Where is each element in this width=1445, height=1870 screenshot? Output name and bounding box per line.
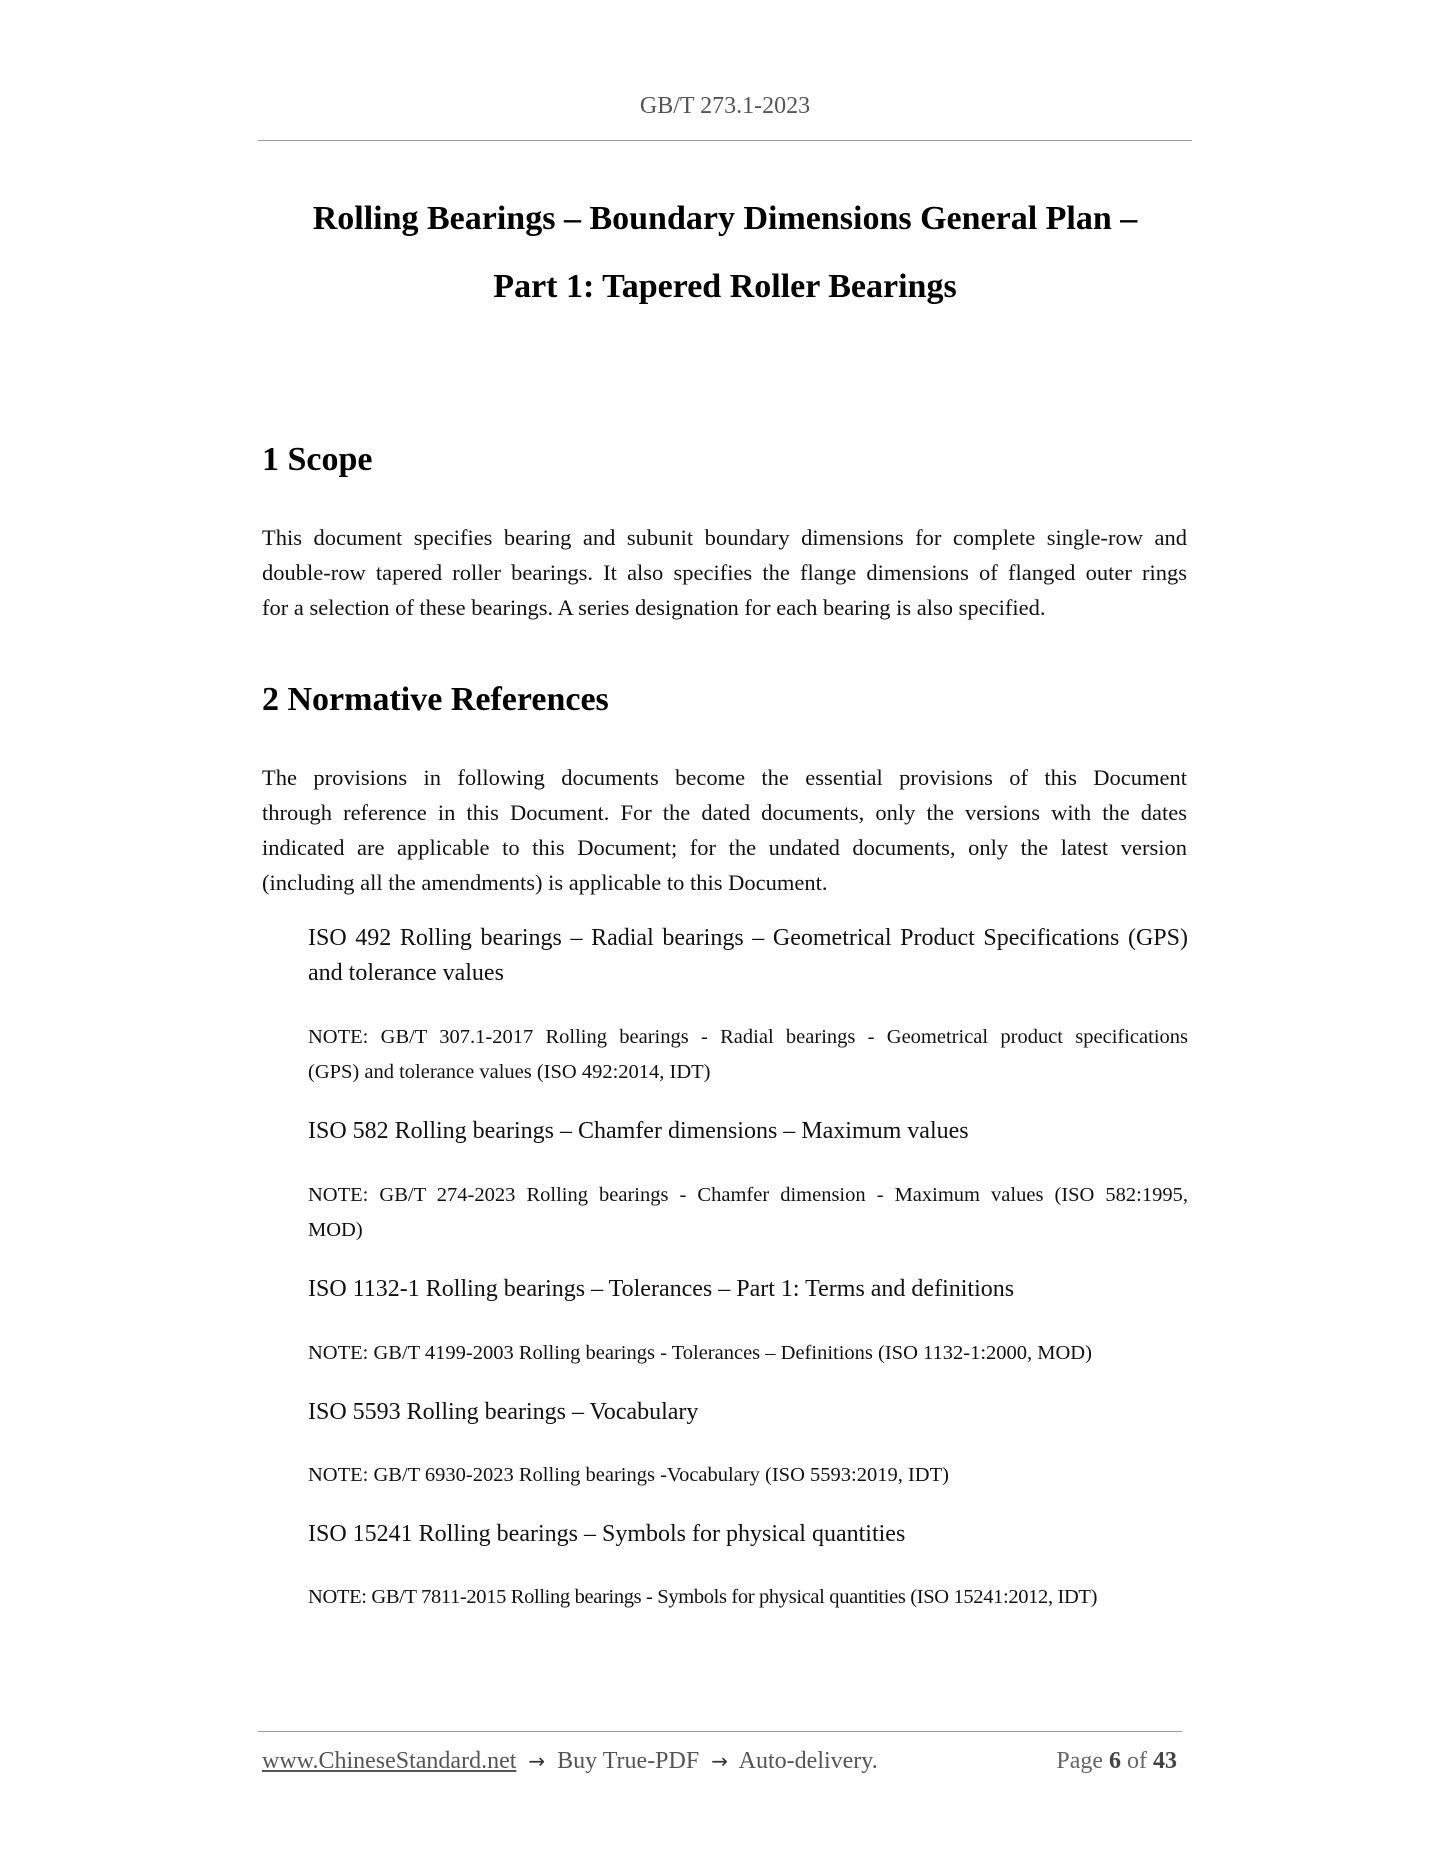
footer-step-delivery: Auto-delivery. (738, 1748, 878, 1774)
page-total: 43 (1153, 1748, 1177, 1774)
paragraph-line: The provisions in following documents become the essential provisions of this Document (262, 765, 1187, 790)
footer-divider (258, 1731, 1182, 1732)
note-gbt-307-1 (308, 1020, 1188, 1090)
arrow-right-icon: → (528, 1749, 546, 1773)
section-heading-scope: 1 Scope (262, 441, 373, 478)
note-gbt-274 (308, 1178, 1188, 1248)
paragraph-line: double-row tapered roller bearings. It also specifies the flange dimensions of flanged outer rings (262, 560, 1187, 585)
reference-line: ISO 1132-1 Rolling bearings – Tolerances – Part 1: Terms and definitions (308, 1276, 1015, 1302)
document-title-line-2: Part 1: Tapered Roller Bearings (493, 268, 957, 305)
paragraph-line: (including all the amendments) is applicable to this Document. (262, 870, 828, 895)
note-gbt-6930 (308, 1458, 1188, 1493)
footer-promo (262, 1748, 878, 1775)
arrow-right-icon: → (711, 1749, 728, 1773)
page-counter (1056, 1748, 1177, 1775)
reference-line: ISO 582 Rolling bearings – Chamfer dimensions – Maximum values (308, 1118, 969, 1144)
normative-paragraph (262, 760, 1187, 900)
note-line: MOD) (308, 1219, 363, 1241)
reference-line: and tolerance values (308, 960, 504, 986)
paragraph-line: This document specifies bearing and subunit boundary dimensions for complete single-row and (262, 525, 1187, 550)
section-heading-normative-references: 2 Normative References (262, 681, 609, 718)
scope-paragraph (262, 520, 1187, 625)
reference-line: ISO 492 Rolling bearings – Radial bearings – Geometrical Product Specifications (GPS) (308, 925, 1188, 951)
page-current: 6 (1109, 1748, 1121, 1774)
note-gbt-4199 (308, 1336, 1188, 1371)
note-line: NOTE: GB/T 7811-2015 Rolling bearings - Symbols for physical quantities (ISO 15241:2012, IDT) (308, 1586, 1098, 1608)
page-of: of (1127, 1748, 1147, 1774)
header-divider (258, 140, 1192, 141)
note-line: NOTE: GB/T 307.1-2017 Rolling bearings - Radial bearings - Geometrical product specifications (308, 1026, 1188, 1048)
page-label: Page (1056, 1748, 1103, 1774)
footer-step-buy: Buy True-PDF (557, 1748, 700, 1774)
reference-iso-5593 (308, 1395, 1188, 1430)
page-header-doc-number: GB/T 273.1-2023 (639, 93, 811, 119)
reference-iso-15241 (308, 1517, 1188, 1552)
reference-line: ISO 15241 Rolling bearings – Symbols for physical quantities (308, 1521, 906, 1547)
reference-line: ISO 5593 Rolling bearings – Vocabulary (308, 1399, 699, 1425)
paragraph-line: through reference in this Document. For the dated documents, only the versions with the dates (262, 800, 1187, 825)
note-line: NOTE: GB/T 274-2023 Rolling bearings - Chamfer dimension - Maximum values (ISO 582:1995, (308, 1184, 1188, 1206)
note-line: (GPS) and tolerance values (ISO 492:2014, IDT) (308, 1061, 711, 1083)
note-line: NOTE: GB/T 4199-2003 Rolling bearings - Tolerances – Definitions (ISO 1132-1:2000, MOD) (308, 1342, 1092, 1364)
paragraph-line: for a selection of these bearings. A series designation for each bearing is also specified. (262, 595, 1046, 620)
paragraph-line: indicated are applicable to this Document; for the undated documents, only the latest version (262, 835, 1187, 860)
note-gbt-7811 (308, 1580, 1188, 1615)
reference-iso-492 (308, 921, 1188, 991)
reference-iso-1132-1 (308, 1272, 1188, 1307)
document-title-line-1: Rolling Bearings – Boundary Dimensions General Plan – (312, 200, 1138, 237)
reference-iso-582 (308, 1114, 1188, 1149)
note-line: NOTE: GB/T 6930-2023 Rolling bearings -Vocabulary (ISO 5593:2019, IDT) (308, 1464, 949, 1486)
website-link[interactable]: www.ChineseStandard.net (262, 1748, 517, 1774)
